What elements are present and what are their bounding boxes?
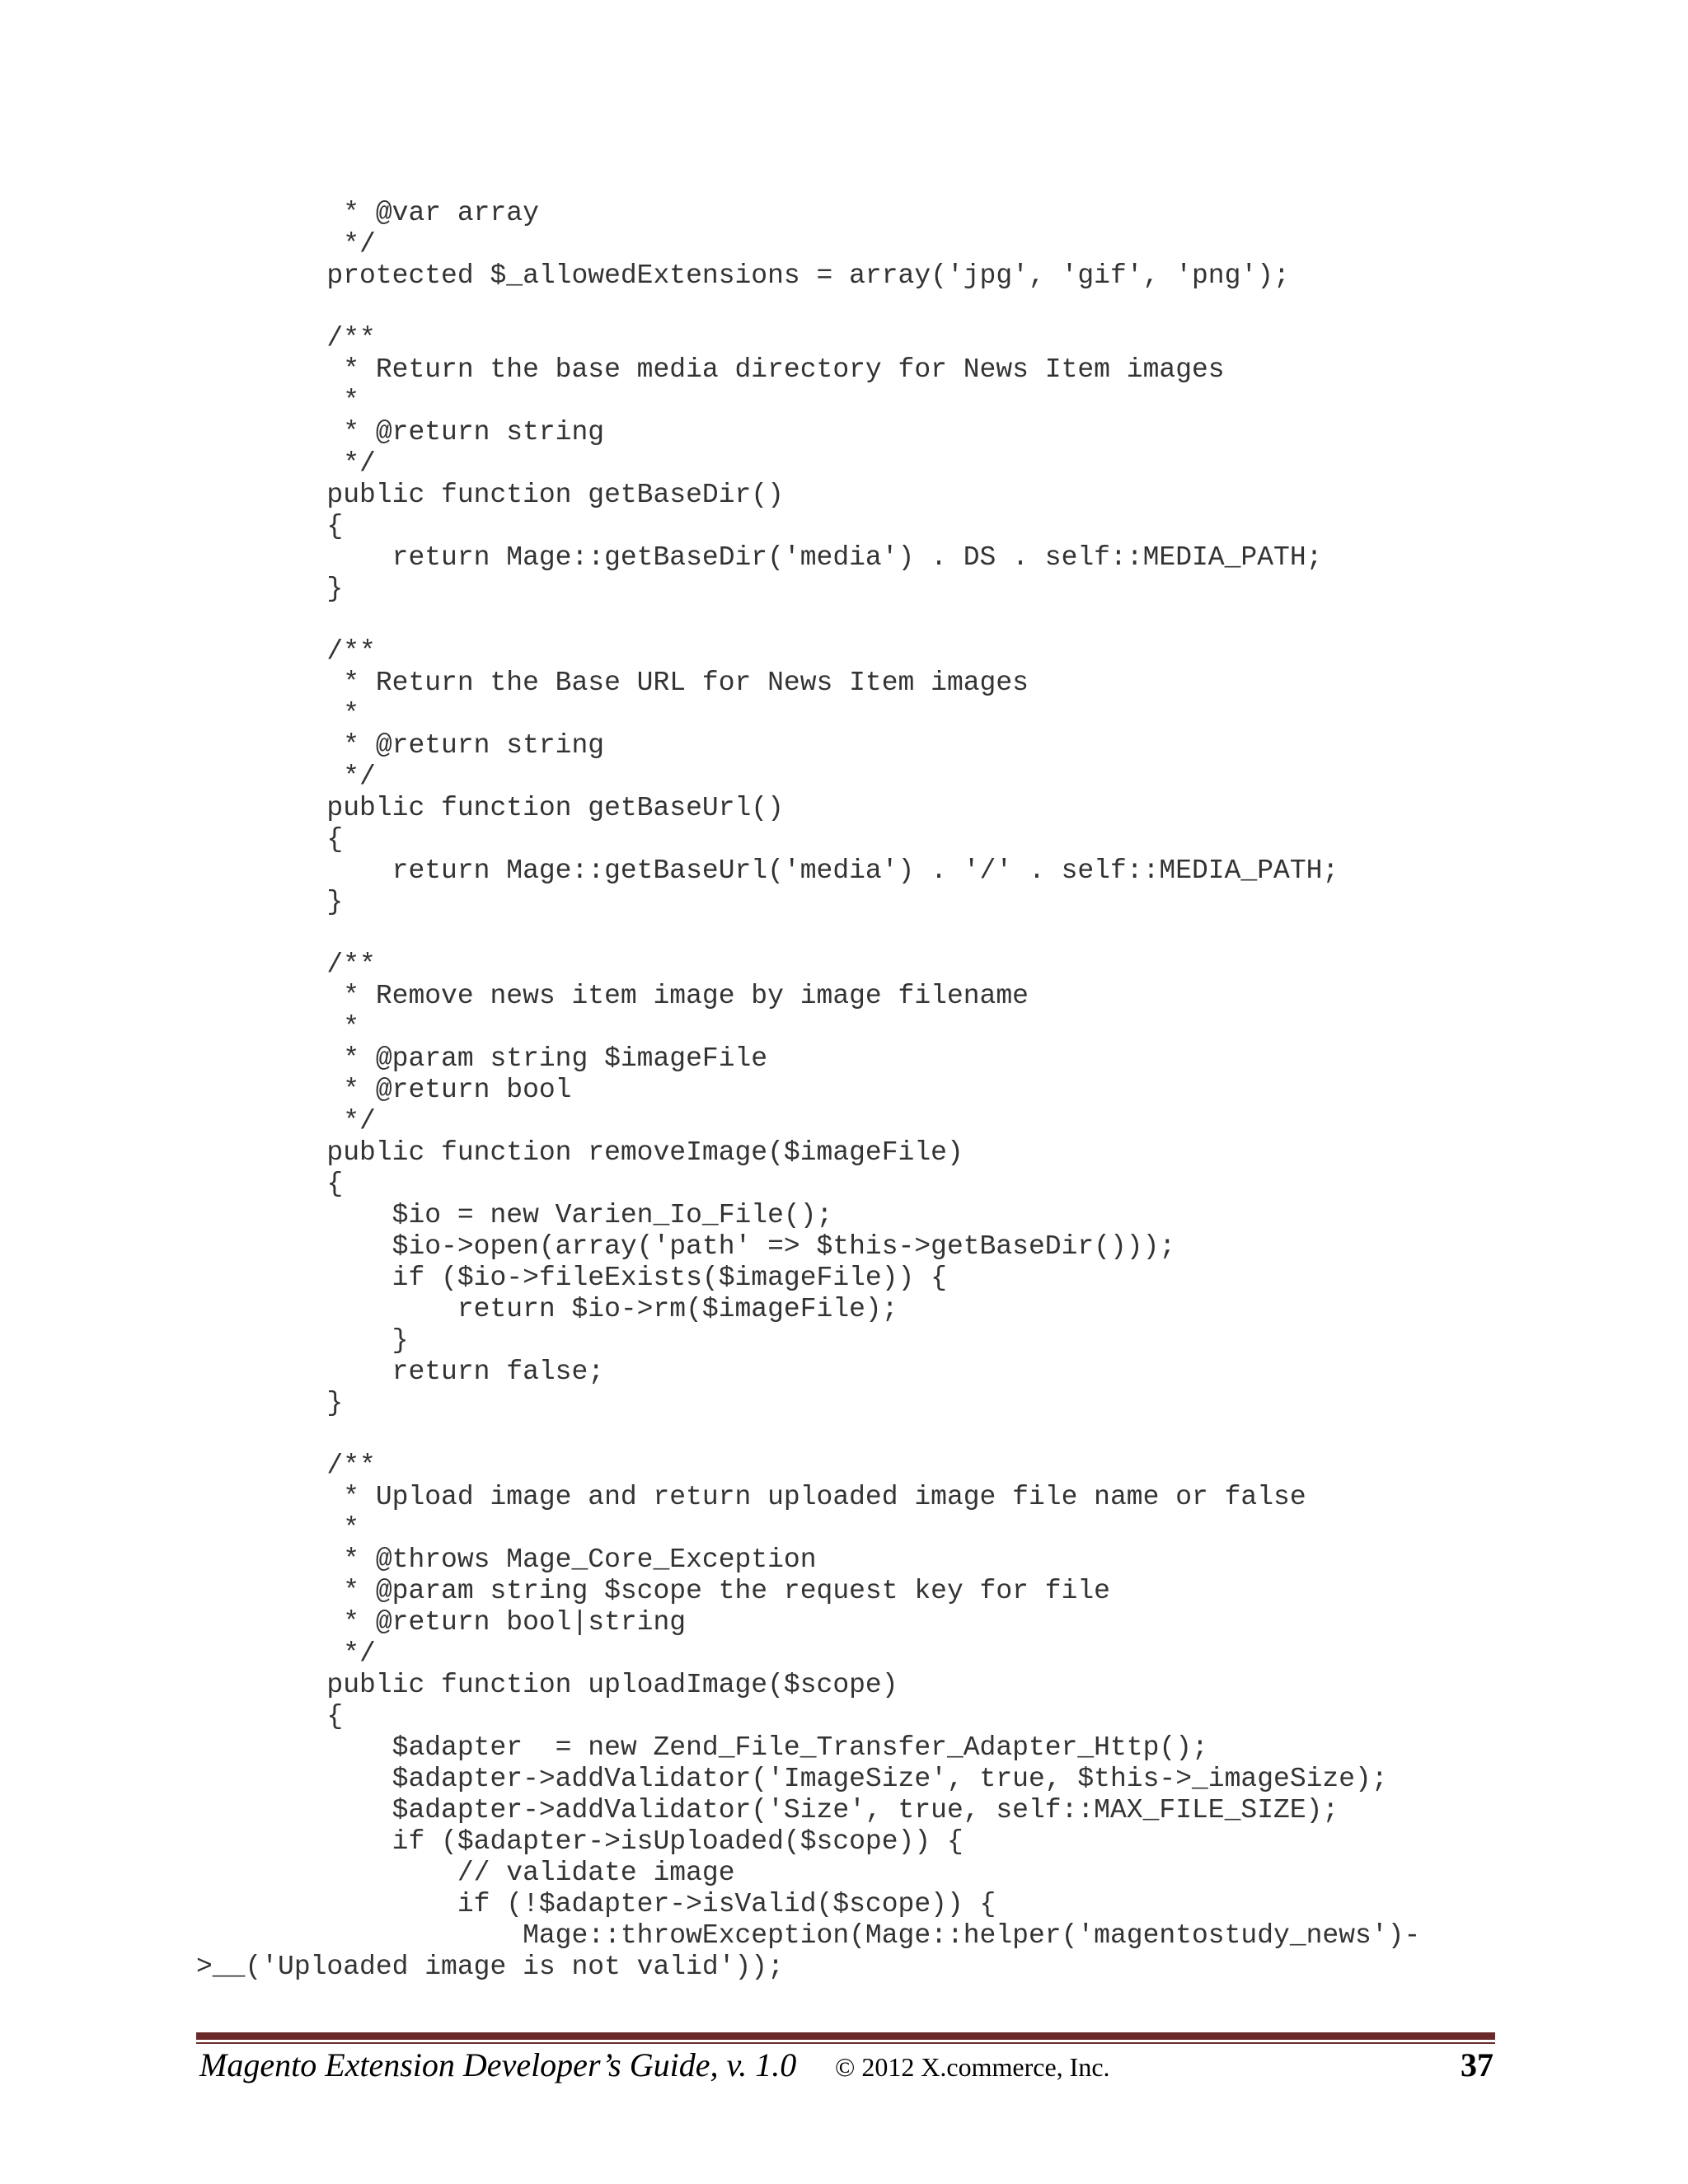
code-line: * [196, 1513, 360, 1544]
code-line: $io = new Varien_Io_File(); [196, 1200, 833, 1230]
code-line: if ($adapter->isUploaded($scope)) { [196, 1826, 964, 1857]
code-line: return Mage::getBaseDir('media') . DS . self::MEDIA_PATH; [196, 542, 1323, 573]
code-line: */ [196, 1638, 376, 1669]
code-line: { [196, 1701, 344, 1732]
code-line: { [196, 1169, 344, 1199]
code-line: public function getBaseUrl() [196, 793, 784, 823]
code-line: } [196, 1325, 409, 1356]
code-line: if (!$adapter->isValid($scope)) { [196, 1889, 996, 1919]
code-line: public function uploadImage($scope) [196, 1670, 898, 1700]
code-line: $adapter->addValidator('Size', true, self::MAX_FILE_SIZE); [196, 1795, 1339, 1825]
code-line: } [196, 574, 344, 604]
code-line [196, 605, 1420, 636]
code-line: } [196, 1388, 344, 1418]
code-line: * @return bool|string [196, 1607, 687, 1638]
code-line: if ($io->fileExists($imageFile)) { [196, 1263, 947, 1293]
code-line: * Remove news item image by image filename [196, 981, 1029, 1011]
code-line: } [196, 887, 344, 917]
code-line: /** [196, 636, 376, 667]
code-line: * @var array [196, 198, 539, 228]
code-line: /** [196, 949, 376, 980]
code-line: public function removeImage($imageFile) [196, 1137, 964, 1168]
footer-title: Magento Extension Developer’s Guide, v. 1.0 [199, 2046, 797, 2083]
code-line: * Return the Base URL for News Item images [196, 668, 1029, 698]
code-line [196, 292, 1420, 323]
code-line: * @return string [196, 730, 605, 761]
code-line: return false; [196, 1357, 605, 1387]
code-line: $adapter->addValidator('ImageSize', true, $this->_imageSize); [196, 1764, 1388, 1794]
code-line: * [196, 386, 360, 416]
code-line: // validate image [196, 1858, 735, 1888]
code-line [196, 918, 1420, 949]
code-line: $io->open(array('path' => $this->getBaseDir())); [196, 1231, 1176, 1262]
footer-divider [196, 2032, 1495, 2044]
code-line: */ [196, 762, 376, 792]
footer-copyright: © 2012 X.commerce, Inc. [835, 2052, 1110, 2082]
code-line: * @return string [196, 417, 605, 448]
code-line: */ [196, 448, 376, 479]
code-line: * [196, 699, 360, 729]
code-line: */ [196, 1106, 376, 1137]
code-line [196, 1419, 1420, 1451]
code-line: /** [196, 1451, 376, 1481]
code-line: * @param string $scope the request key for file [196, 1576, 1110, 1606]
code-line: * @throws Mage_Core_Exception [196, 1544, 817, 1575]
code-line: * @return bool [196, 1075, 572, 1105]
code-line: /** [196, 323, 376, 354]
code-line: protected $_allowedExtensions = array('jpg', 'gif', 'png'); [196, 260, 1290, 291]
code-line: $adapter = new Zend_File_Transfer_Adapter_Http(); [196, 1732, 1208, 1763]
code-line: { [196, 511, 344, 541]
page-number: 37 [1461, 2046, 1493, 2083]
code-line: * Upload image and return uploaded image file name or false [196, 1482, 1306, 1512]
code-line: * Return the base media directory for News Item images [196, 354, 1225, 385]
code-block [196, 198, 1420, 1983]
code-line: Mage::throwException(Mage::helper('magentostudy_news')- [196, 1920, 1421, 1951]
code-line: >__('Uploaded image is not valid')); [196, 1952, 784, 1982]
code-line: return Mage::getBaseUrl('media') . '/' . self::MEDIA_PATH; [196, 855, 1339, 886]
code-line: return $io->rm($imageFile); [196, 1294, 898, 1324]
code-line: { [196, 824, 344, 855]
code-line: * @param string $imageFile [196, 1043, 768, 1074]
code-line: public function getBaseDir() [196, 480, 784, 510]
code-line: */ [196, 229, 376, 260]
code-line: * [196, 1012, 360, 1043]
